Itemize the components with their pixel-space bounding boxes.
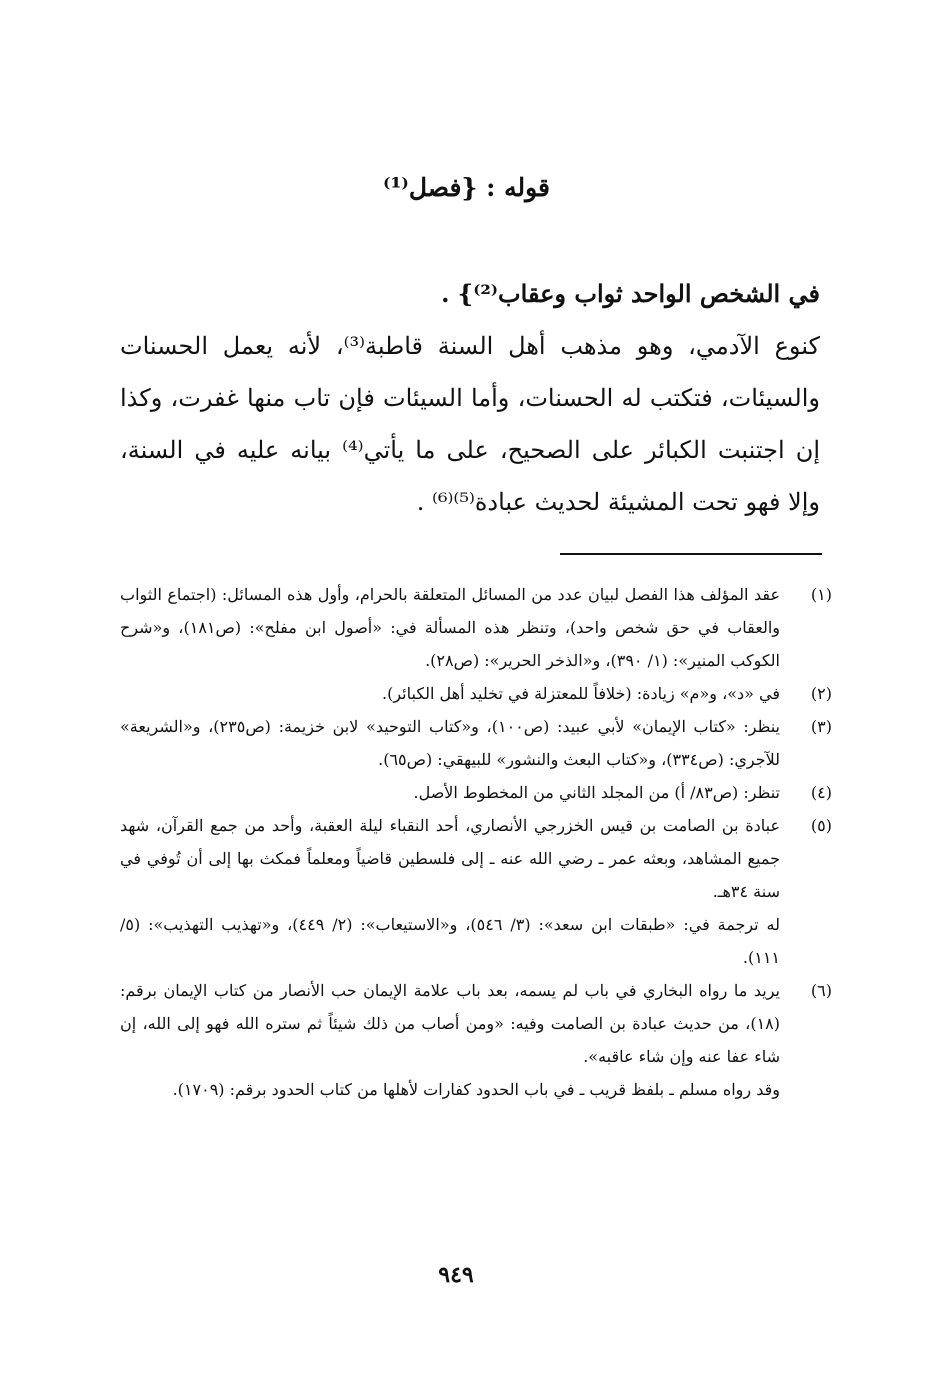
footnote-5: [120, 809, 832, 974]
footnote-paragraph: عبادة بن الصامت بن قيس الخزرجي الأنصاري، أحد النقباء ليلة العقبة، وأحد من جمع القرآن، شهد جميع المشاهد، وبعثه عمر ـ رضي الله عنه ـ إلى فلسطين قاضياً ومعلماً فمكث بها إلى أن تُوفي في سنة ٣٤هـ.: [120, 816, 780, 901]
footnote-3: [120, 710, 832, 776]
footnote-separator: [560, 553, 822, 555]
page-number: ٩٤٩: [438, 1262, 474, 1288]
footnote-text: [120, 710, 780, 776]
footnote-paragraph: تنظر: (ص٨٣/ أ) من المجلد الثاني من المخطوط الأصل.: [413, 783, 780, 802]
footnote-number: (٢): [810, 684, 832, 703]
footnote-paragraph: يريد ما رواه البخاري في باب لم يسمه، بعد باب علامة الإيمان حب الأنصار من كتاب الإيمان برقم: (١٨)، من حديث عبادة بن الصامت وفيه: «ومن أصاب من ذلك شيئاً ثم ستره الله فهو إلى الله، إن شاء عفا عنه وإن شاء عاقبه».: [120, 981, 780, 1066]
footnote-number: (١): [810, 585, 832, 604]
main-text: [120, 268, 820, 528]
footnote-text: [120, 776, 780, 809]
main-lead-line: في الشخص الواحد ثواب وعقاب⁽²⁾} .: [441, 279, 820, 308]
footnote-text: [120, 974, 780, 1106]
section-heading: قوله : {فصل⁽¹⁾: [382, 173, 550, 202]
footnote-text: [120, 677, 780, 710]
footnote-number: (٤): [810, 783, 832, 802]
footnote-4: [120, 776, 832, 809]
footnote-paragraph: في «د»، و«م» زيادة: (خلافاً للمعتزلة في تخليد أهل الكبائر).: [382, 684, 780, 703]
footnote-paragraph: له ترجمة في: «طبقات ابن سعد»: (٣/ ٥٤٦)، و«الاستيعاب»: (٢/ ٤٤٩)، و«تهذيب التهذيب»: (٥/ ١١١).: [120, 915, 780, 967]
footnote-1: [120, 578, 832, 677]
footnote-number: (٦): [810, 981, 832, 1000]
footnote-text: [120, 578, 780, 677]
footnotes: [120, 578, 832, 1106]
footnote-paragraph: وقد رواه مسلم ـ بلفظ قريب ـ في باب الحدود كفارات لأهلها من كتاب الحدود برقم: (١٧٠٩).: [172, 1080, 780, 1099]
footnote-text: [120, 809, 780, 974]
footnote-2: [120, 677, 832, 710]
footnote-paragraph: ينظر: «كتاب الإيمان» لأبي عبيد: (ص١٠٠)، و«كتاب التوحيد» لابن خزيمة: (ص٢٣٥)، و«الشريعة» للآجري: (ص٣٣٤)، و«كتاب البعث والنشور» للبيهقي: (ص٦٥).: [120, 717, 781, 769]
footnote-number: (٥): [810, 816, 832, 835]
footnote-paragraph: عقد المؤلف هذا الفصل لبيان عدد من المسائل المتعلقة بالحرام، وأول هذه المسائل: (اجتماع الثواب والعقاب في حق شخص واحد)، وتنظر هذه المسألة في: «أصول ابن مفلح»: (ص١٨١)، و«شرح الكوكب المنير»: (١/ ٣٩٠)، و«الذخر الحرير»: (ص٢٨).: [120, 585, 780, 670]
footnote-6: [120, 974, 832, 1106]
main-paragraph: كنوع الآدمي، وهو مذهب أهل السنة قاطبة⁽³⁾، لأنه يعمل الحسنات والسيئات، فتكتب له الحسنات، وأما السيئات فإن تاب منها غفرت، وكذا إن اجتنبت الكبائر على الصحيح، على ما يأتي⁽⁴⁾ بيانه عليه في السنة، وإلا فهو تحت المشيئة لحديث عبادة⁽⁵⁾⁽⁶⁾ .: [120, 332, 820, 516]
footnote-number: (٣): [810, 717, 832, 736]
